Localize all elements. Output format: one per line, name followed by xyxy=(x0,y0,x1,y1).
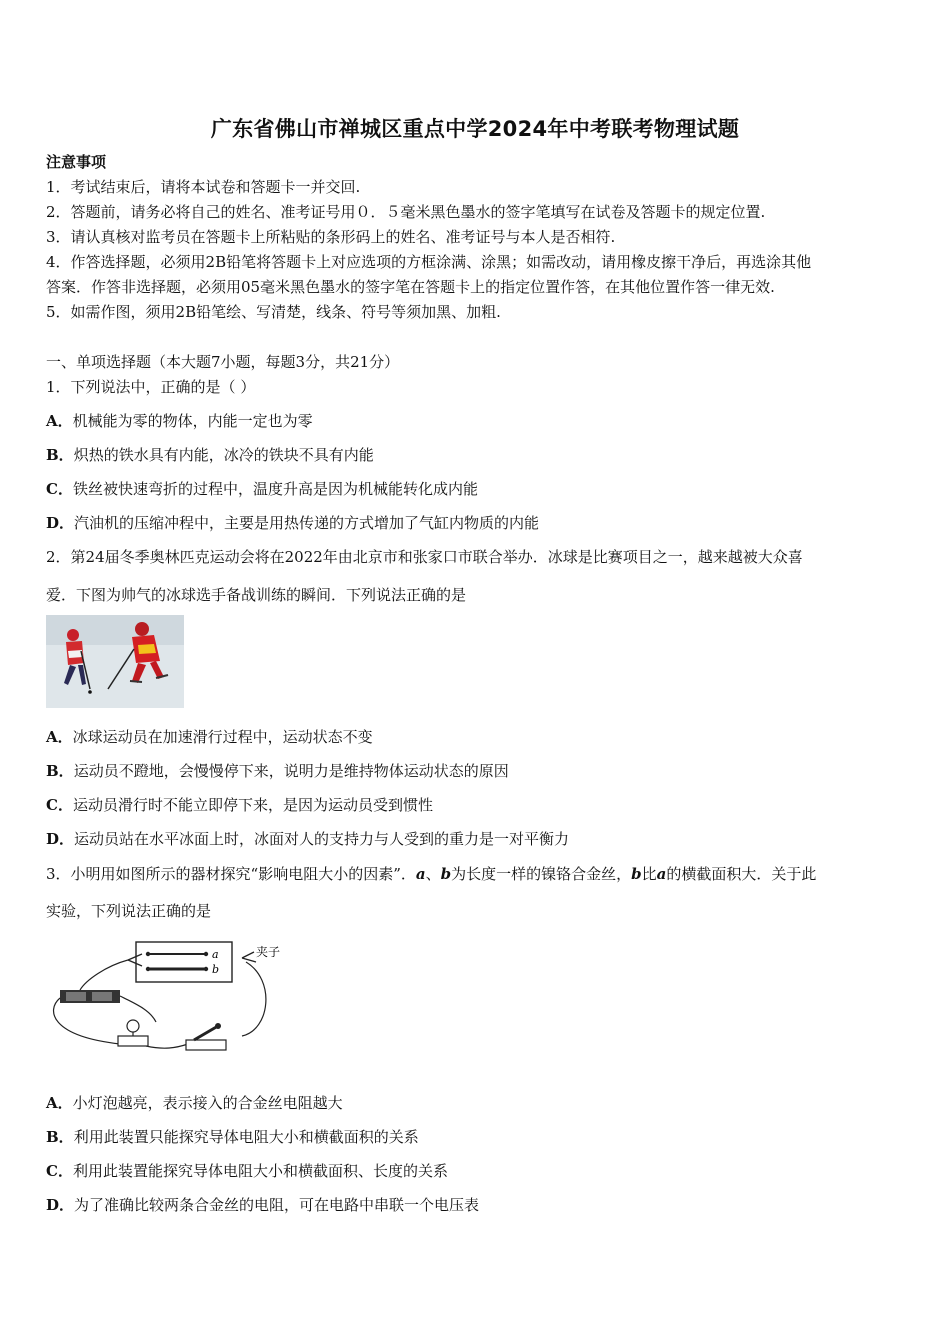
option-label: C． xyxy=(46,796,73,814)
variable-a: a xyxy=(656,865,667,883)
q2-option-b xyxy=(46,761,509,781)
option-label: B． xyxy=(46,1128,74,1146)
option-text: 运动员站在水平冰面上时，冰面对人的支持力与人受到的重力是一对平衡力 xyxy=(74,830,570,848)
q1-option-d xyxy=(46,513,539,533)
wire-a-label: a xyxy=(212,948,219,961)
stem-text: 3．小明用如图所示的器材探究“影响电阻大小的因素”． xyxy=(46,865,416,883)
question-2-stem: 2．第24届冬季奥林匹克运动会将在2022年由北京市和张家口市联合举办．冰球是比赛项目之一，越来越被大众喜 xyxy=(46,548,803,566)
notice-item: 答案．作答非选择题，必须用05毫米黑色墨水的签字笔在答题卡上的指定位置作答，在其他位置作答一律无效. xyxy=(46,278,775,296)
option-label: C． xyxy=(46,1162,73,1180)
notice-heading: 注意事项 xyxy=(46,153,107,171)
option-text: 运动员滑行时不能立即停下来，是因为运动员受到惯性 xyxy=(72,796,433,814)
q1-option-b xyxy=(46,445,374,465)
question-1-stem: 1．下列说法中，正确的是（ ） xyxy=(46,378,256,396)
notice-item: 5．如需作图，须用2B铅笔绘、写清楚，线条、符号等须加黑、加粗. xyxy=(46,303,501,321)
option-label: B． xyxy=(46,446,74,464)
ice-hockey-photo xyxy=(46,615,184,708)
stem-text: 、 xyxy=(425,865,441,883)
battery xyxy=(60,990,120,1003)
notice-item: 1．考试结束后，请将本试卷和答题卡一并交回. xyxy=(46,178,361,196)
option-text: 炽热的铁水具有内能，冰冷的铁块不具有内能 xyxy=(73,446,374,464)
option-text: 汽油机的压缩冲程中，主要是用热传递的方式增加了气缸内物质的内能 xyxy=(74,514,540,532)
q2-option-c xyxy=(46,795,433,815)
q3-option-b xyxy=(46,1127,419,1147)
clip-right xyxy=(242,952,256,962)
q2-option-a xyxy=(46,727,373,747)
clip-left xyxy=(128,954,142,966)
stem-text: 比 xyxy=(641,865,657,883)
page-title: 广东省佛山市禅城区重点中学2024年中考联考物理试题 xyxy=(210,117,740,141)
stem-text: 为长度一样的镍铬合金丝， xyxy=(451,865,632,883)
variable-b: b xyxy=(631,865,642,883)
question-3-stem-cont: 实验，下列说法正确的是 xyxy=(46,902,212,920)
option-label: A． xyxy=(46,412,73,430)
q2-option-d xyxy=(46,829,569,849)
option-text: 运动员不蹬地，会慢慢停下来，说明力是维持物体运动状态的原因 xyxy=(73,762,509,780)
q3-option-d xyxy=(46,1195,479,1215)
notice-item: 3．请认真核对监考员在答题卡上所粘贴的条形码上的姓名、准考证号与本人是否相符. xyxy=(46,228,616,246)
option-text: 为了准确比较两条合金丝的电阻，可在电路中串联一个电压表 xyxy=(74,1196,480,1214)
option-label: D． xyxy=(46,1196,75,1214)
notice-item: 2．答题前，请务必将自己的姓名、准考证号用０．５毫米黑色墨水的签字笔填写在试卷及答题卡的规定位置. xyxy=(46,203,766,221)
variable-b: b xyxy=(440,865,452,883)
section-heading: 一、单项选择题（本大题7小题，每题3分，共21分） xyxy=(46,353,400,371)
option-text: 利用此装置能探究导体电阻大小和横截面积、长度的关系 xyxy=(72,1162,448,1180)
option-label: B． xyxy=(46,762,74,780)
q3-option-c xyxy=(46,1161,448,1181)
option-text: 机械能为零的物体，内能一定也为零 xyxy=(72,412,313,430)
q1-option-a xyxy=(46,411,313,431)
wire-b-label: b xyxy=(212,963,220,976)
q3-option-a xyxy=(46,1093,343,1113)
option-text: 冰球运动员在加速滑行过程中，运动状态不变 xyxy=(72,728,373,746)
option-text: 利用此装置只能探究导体电阻大小和横截面积的关系 xyxy=(73,1128,419,1146)
option-label: C． xyxy=(46,480,73,498)
option-text: 小灯泡越亮，表示接入的合金丝电阻越大 xyxy=(72,1094,343,1112)
question-2-stem-cont: 爱．下图为帅气的冰球选手备战训练的瞬间．下列说法正确的是 xyxy=(46,586,467,604)
switch xyxy=(186,1023,226,1050)
variable-a: a xyxy=(415,865,426,883)
option-label: A． xyxy=(46,728,73,746)
notice-item: 4．作答选择题，必须用2B铅笔将答题卡上对应选项的方框涂满、涂黑；如需改动，请用橡皮擦干净后，再选涂其他 xyxy=(46,253,812,271)
option-label: D． xyxy=(46,514,75,532)
option-label: D． xyxy=(46,830,75,848)
circuit-diagram xyxy=(46,940,291,1058)
q1-option-c xyxy=(46,479,478,499)
option-label: A． xyxy=(46,1094,73,1112)
light-bulb xyxy=(118,1020,148,1046)
clip-label: 夹子 xyxy=(256,945,281,959)
stem-text: 的横截面积大．关于此 xyxy=(666,865,817,883)
question-3-stem xyxy=(46,864,816,884)
option-text: 铁丝被快速弯折的过程中，温度升高是因为机械能转化成内能 xyxy=(72,480,478,498)
